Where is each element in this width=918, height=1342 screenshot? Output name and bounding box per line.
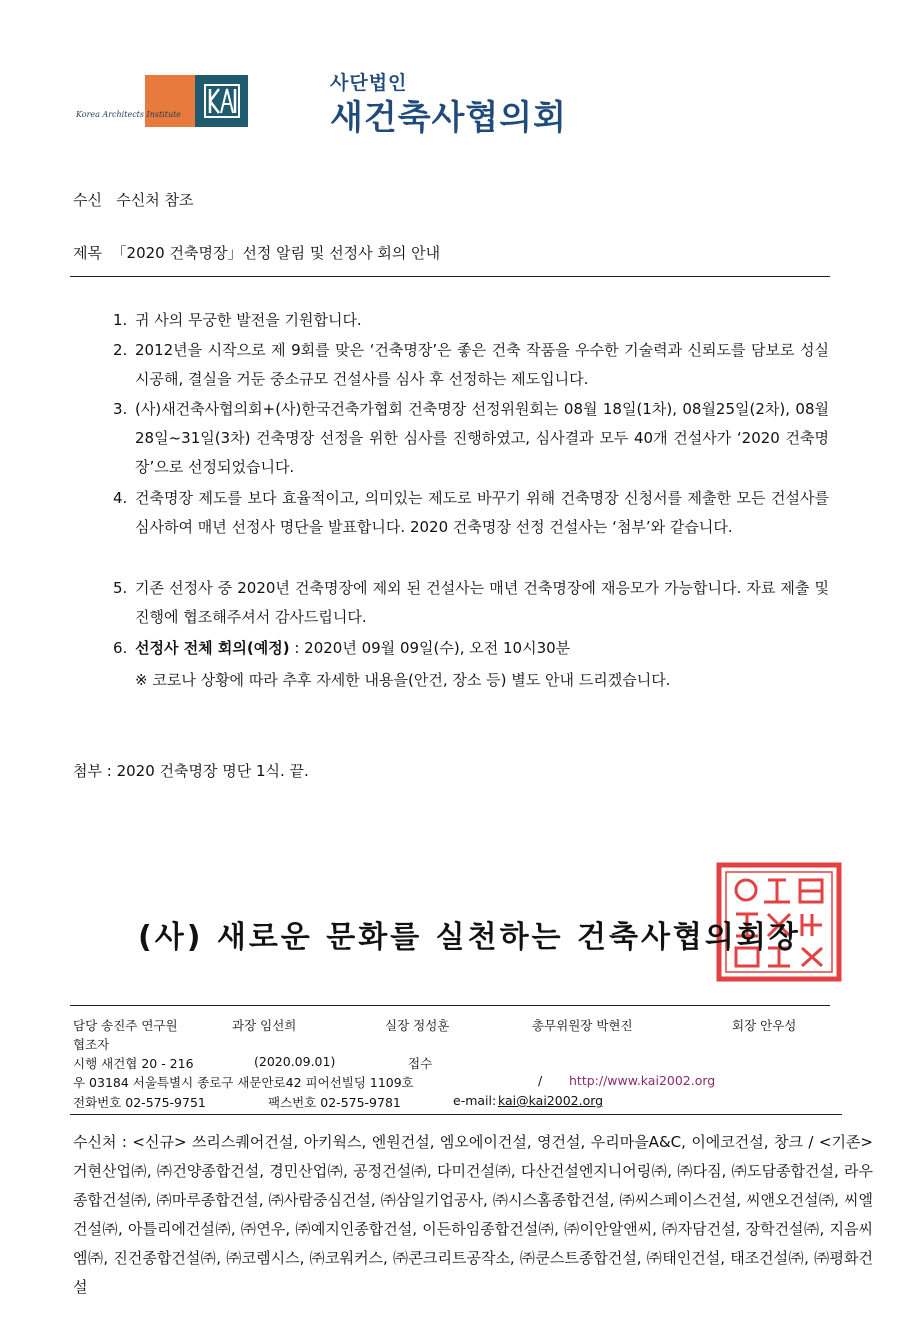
item-number: 1. — [113, 311, 128, 329]
item-text: 귀 사의 무궁한 발전을 기원합니다. — [135, 311, 362, 329]
staff-hoejang: 회장 안우성 — [732, 1018, 797, 1033]
address-separator: / — [538, 1073, 543, 1088]
body-item-1 — [113, 306, 829, 335]
item-number: 2. — [113, 341, 128, 359]
document-number: 시행 새건협 20 - 216 — [73, 1056, 194, 1071]
logo-caption: Korea Architects Institute — [76, 110, 182, 119]
sender-name: (사) 새로운 문화를 실천하는 건축사협의회장 — [138, 920, 801, 955]
org-subtitle: 사단법인 — [330, 72, 408, 94]
email-label: e-mail: — [453, 1093, 497, 1108]
staff-siljang: 실장 정성훈 — [385, 1018, 450, 1033]
subject-value: 「2020 건축명장」선정 알림 및 선정사 회의 안내 — [111, 244, 441, 262]
email-link[interactable]: kai@kai2002.org — [498, 1093, 604, 1108]
attachment-line: 첨부 : 2020 건축명장 명단 1식. 끝. — [73, 762, 309, 780]
receipt-label: 접수 — [408, 1056, 433, 1071]
item-text: 건축명장 제도를 보다 효율적이고, 의미있는 제도로 바꾸기 위해 건축명장 신청서를 제출한 모든 건설사를 심사하여 매년 선정사 명단을 발표합니다. 2020 건축명장 선정 건설사는 ‘첨부’와 같습니다. — [135, 489, 829, 536]
recipient-label: 수신 — [73, 191, 102, 209]
body-item-6 — [113, 634, 829, 663]
item-number: 5. — [113, 579, 128, 597]
postal-address: 우 03184 서울특별시 종로구 새문안로42 피어선빌딩 1109호 — [73, 1075, 414, 1090]
header-divider — [70, 276, 830, 277]
fax-number: 팩스번호 02-575-9781 — [268, 1095, 401, 1110]
kai-logo-icon — [195, 75, 248, 127]
website-link[interactable]: http://www.kai2002.org — [569, 1073, 716, 1088]
item-text — [135, 634, 829, 663]
document-date: (2020.09.01) — [254, 1054, 336, 1069]
org-name: 새건축사협의회 — [330, 98, 567, 138]
body-item-2 — [113, 336, 829, 394]
body-item-3 — [113, 395, 829, 482]
phone-number: 전화번호 02-575-9751 — [73, 1095, 206, 1110]
footer-divider-bottom — [70, 1114, 842, 1115]
meeting-title: 선정사 전체 회의(예정) — [135, 639, 290, 657]
item-number: 6. — [113, 639, 128, 657]
item-number: 3. — [113, 400, 128, 418]
recipient-list: 수신처 : <신규> 쓰리스퀘어건설, 아키웍스, 엔원건설, 엠오에이건설, 영건설, 우리마을A&C, 이에코건설, 창크 / <기존> 거현산업㈜, ㈜건양종합건설, 경민산업㈜, 공정건설㈜, 다미건설㈜, 다산건설엔지니어링㈜, ㈜다짐, ㈜도담종합건설, 라우종합건설㈜, ㈜마루종합건설, ㈜사람중심건설, ㈜삼일기업공사, ㈜시스홈종합건설, ㈜씨스페이스건설, 씨앤오건설㈜, 씨엘건설㈜, 아틀리에건설㈜, ㈜연우, ㈜예지인종합건설, 이든하임종합건설㈜, ㈜이안알앤씨, ㈜자담건설, 장학건설㈜, 지음씨엠㈜, 진건종합건설㈜, ㈜코렘시스, ㈜코워커스, ㈜콘크리트공작소, ㈜쿤스트종합건설, ㈜태인건설, 태조건설㈜, ㈜평화건설 — [73, 1133, 873, 1296]
meeting-details: : 2020년 09월 09일(수), 오전 10시30분 — [289, 639, 571, 657]
item-number: 4. — [113, 489, 128, 507]
item-text: 기존 선정사 중 2020년 건축명장에 제외 된 건설사는 매년 건축명장에 재응모가 가능합니다. 자료 제출 및 진행에 협조해주셔서 감사드립니다. — [135, 579, 829, 626]
staff-chongmu: 총무위원장 박현진 — [532, 1018, 633, 1033]
recipient-value: 수신처 참조 — [116, 191, 194, 209]
footer-divider-top — [70, 1005, 830, 1006]
item-text: (사)새건축사협의회+(사)한국건축가협회 건축명장 선정위원회는 08월 18일(1차), 08월25일(2차), 08월 28일~31일(3차) 건축명장 선정을 위한 심사를 진행하였고, 심사결과 모두 40개 건설사가 ‘2020 건축명장’으로 선정되었습니다. — [135, 400, 829, 476]
item-text: 2012년을 시작으로 제 9회를 맞은 ‘건축명장’은 좋은 건축 작품을 우수한 기술력과 신뢰도를 담보로 성실 시공해, 결실을 거둔 중소규모 건설사를 심사 후 선정하는 제도입니다. — [135, 341, 829, 388]
body-item-4 — [113, 484, 829, 542]
subject-label: 제목 — [73, 244, 102, 262]
body-item-5 — [113, 574, 829, 632]
cooperator-label: 협조자 — [73, 1037, 110, 1052]
covid-note: ※ 코로나 상황에 따라 추후 자세한 내용을(안건, 장소 등) 별도 안내 드리겠습니다. — [135, 671, 671, 689]
staff-damdang: 담당 송진주 연구원 — [73, 1018, 178, 1033]
subject-line — [73, 242, 440, 263]
staff-gwajang: 과장 임선희 — [232, 1018, 297, 1033]
logo-orange-block — [145, 75, 195, 127]
recipient-line — [73, 189, 194, 210]
